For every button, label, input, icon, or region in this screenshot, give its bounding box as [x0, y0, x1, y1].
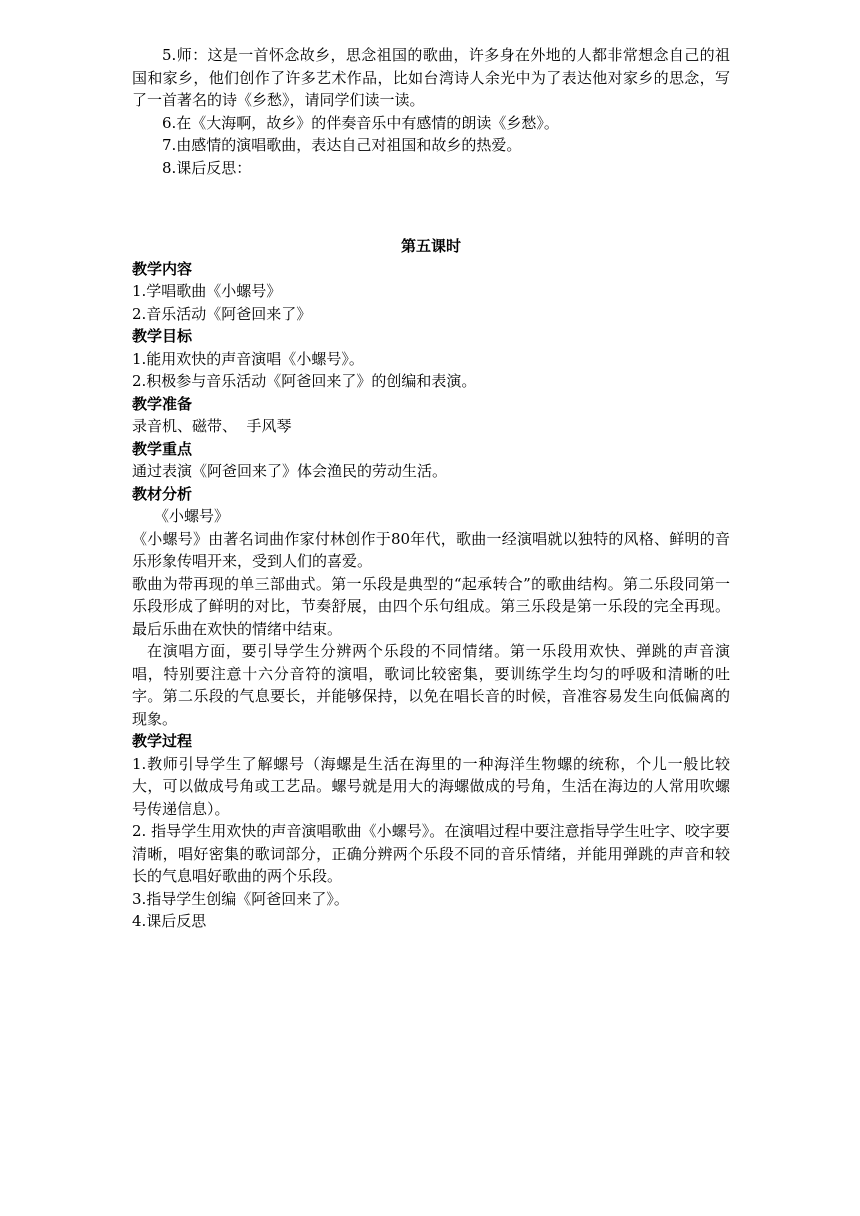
lesson-title: 第五课时 [400, 237, 461, 255]
prev-step-6: 6.在《大海啊，故乡》的伴奏音乐中有感情的朗读《乡愁》。 [162, 113, 559, 132]
focus-text: 通过表演《阿爸回来了》体会渔民的劳动生活。 [132, 462, 448, 480]
section-gap [132, 179, 730, 235]
process-item: 4.课后反思 [132, 912, 207, 930]
process-item: 3.指导学生创编《阿爸回来了》。 [132, 889, 349, 908]
analysis-heading: 教材分析 [132, 484, 193, 503]
prep-text: 录音机、磁带、 手风琴 [132, 417, 292, 435]
analysis-paragraph: 在演唱方面，要引导学生分辨两个乐段的不同情绪。第一乐段用欢快、弹跳的声音演唱，特别要注意十六分音符的演唱，歌词比较密集，要训练学生均匀的呼吸和清晰的吐字。第二乐段的气息要长，并能够保持，以免在唱长音的时候，音准容易发生向低偏离的现象。 [132, 642, 730, 728]
document-page [132, 44, 730, 933]
analysis-paragraph: 《小螺号》由著名词曲作家付林创作于80年代，歌曲一经演唱就以独特的风格、鲜明的音乐形象传唱开来，受到人们的喜爱。 [132, 529, 730, 570]
analysis-song-title: 《小螺号》 [154, 507, 230, 525]
process-item: 1.教师引导学生了解螺号（海螺是生活在海里的一种海洋生物螺的统称，个儿一般比较大，可以做成号角或工艺品。螺号就是用大的海螺做成的号角，生活在海边的人常用吹螺号传递信息）。 [132, 754, 730, 818]
goal-item: 1.能用欢快的声音演唱《小螺号》。 [132, 349, 364, 368]
prep-heading: 教学准备 [132, 394, 193, 413]
prev-step-8: 8.课后反思： [162, 158, 252, 177]
prev-step-7: 7.由感情的演唱歌曲，表达自己对祖国和故乡的热爱。 [162, 136, 522, 154]
analysis-paragraph: 歌曲为带再现的单三部曲式。第一乐段是典型的“起承转合”的歌曲结构。第二乐段同第一乐段形成了鲜明的对比，节奏舒展，由四个乐句组成。第三乐段是第一乐段的完全再现。最后乐曲在欢快的情绪中结束。 [132, 574, 730, 638]
content-heading: 教学内容 [132, 259, 193, 278]
process-item: 2. 指导学生用欢快的声音演唱歌曲《小螺号》。在演唱过程中要注意指导学生吐字、咬字要清晰，唱好密集的歌词部分，正确分辨两个乐段不同的音乐情绪，并能用弹跳的声音和较长的气息唱好歌曲的两个乐段。 [132, 822, 730, 885]
goals-heading: 教学目标 [132, 327, 193, 345]
process-heading: 教学过程 [132, 732, 193, 750]
content-item: 1.学唱歌曲《小螺号》 [132, 282, 282, 300]
prev-step-5: 5.师：这是一首怀念故乡，思念祖国的歌曲，许多身在外地的人都非常想念自己的祖国和家乡，他们创作了许多艺术作品，比如台湾诗人余光中为了表达他对家乡的思念，写了一首著名的诗《乡愁》，请同学们读一读。 [132, 46, 730, 109]
goal-item: 2.积极参与音乐活动《阿爸回来了》的创编和表演。 [132, 372, 477, 390]
focus-heading: 教学重点 [132, 439, 193, 458]
content-item: 2.音乐活动《阿爸回来了》 [132, 304, 312, 323]
